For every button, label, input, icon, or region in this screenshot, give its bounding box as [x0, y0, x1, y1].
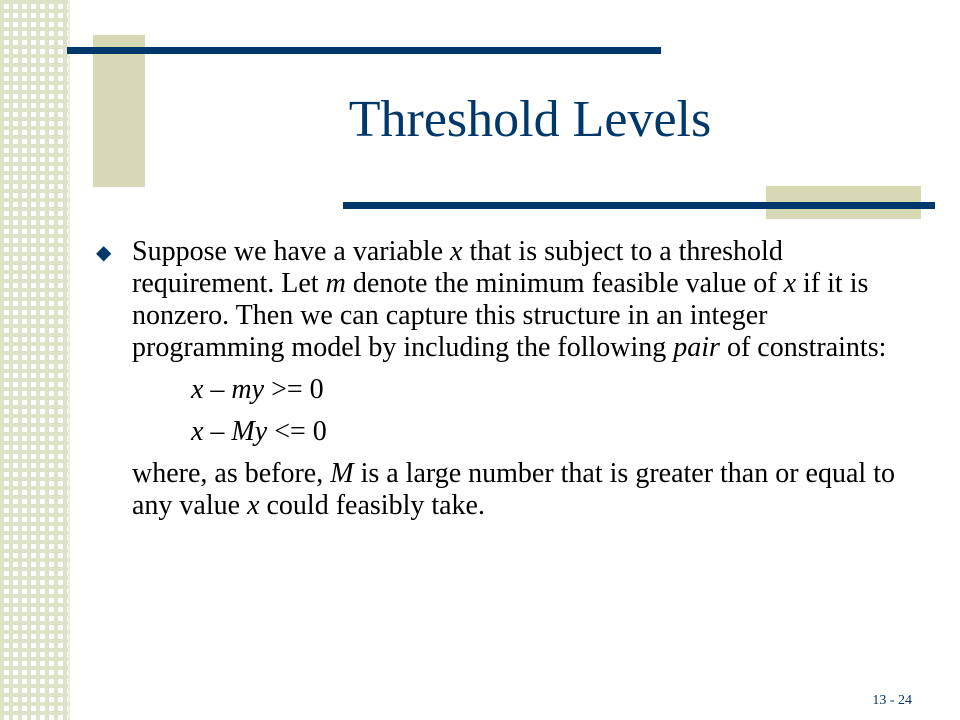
page-number: 13 - 24 [872, 693, 912, 708]
text-run: where, as before, [132, 458, 331, 489]
var-M: M [330, 458, 354, 489]
constraint-1 [96, 374, 916, 406]
navy-bar-top [67, 47, 661, 54]
text-run: denote the minimum feasible value of [345, 268, 784, 299]
var-x: x [247, 490, 260, 521]
text-run: Suppose we have a variable [132, 236, 450, 267]
constraint-rhs: >= 0 [271, 374, 324, 405]
slide-title: Threshold Levels [348, 91, 712, 148]
text-run: if it is nonzero. Then we can capture this structure in an integer programming model by including the following [132, 268, 869, 363]
constraint-lhs: x – my [191, 374, 272, 405]
var-x: x [783, 268, 797, 299]
text-run: that is subject to a threshold requirement. Let [132, 236, 783, 299]
paragraph-text [132, 236, 916, 364]
constraint-rhs: <= 0 [274, 416, 327, 447]
navy-bar-bottom [343, 202, 935, 209]
constraint-2 [96, 416, 916, 448]
left-pattern-strip [0, 0, 70, 720]
text-run: is a large number that is greater than or equal to any value [132, 458, 895, 521]
diamond-bullet-icon: ◆ [96, 240, 112, 264]
constraint-lhs: x – My [191, 416, 275, 447]
text-run: of constraints: [719, 332, 887, 363]
text-run: could feasibly take. [259, 490, 485, 521]
var-m: m [325, 268, 346, 299]
emphasis-pair: pair [673, 332, 720, 363]
bullet-paragraph [96, 236, 916, 364]
var-x: x [450, 236, 463, 267]
slide-body [96, 236, 916, 522]
where-paragraph [96, 458, 916, 522]
olive-block-top [93, 35, 145, 187]
